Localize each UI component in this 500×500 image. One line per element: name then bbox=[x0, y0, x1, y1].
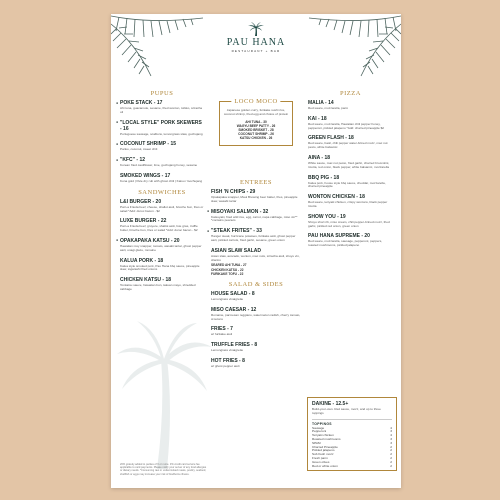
dakine-title: DAKINE - 12.5+ bbox=[312, 401, 349, 407]
menu-item bbox=[116, 119, 204, 137]
item-desc: Red sauce, basil, chili pepper water-brined mozz, mac nut pesto, white balsamic bbox=[308, 141, 388, 150]
item-desc: Red sauce, mozzarella, Hawaiian chili pepper honey, pepperoni, pickled jalapeno *Add: charred pineapple $2 bbox=[308, 121, 385, 130]
loco-moco-option: KATSU CHICKEN - 26 bbox=[239, 136, 273, 141]
item-name: CHICKEN KATSU - 18 bbox=[120, 277, 172, 284]
topping-price: 2 bbox=[390, 444, 392, 449]
item-name: AINA - 18 bbox=[308, 154, 331, 161]
menu-item bbox=[308, 194, 393, 209]
salad-extra: SEARED AHI TUNA - 27 bbox=[211, 263, 247, 268]
section-title-entrees: ENTREES bbox=[239, 179, 273, 186]
bullet-icon: ● bbox=[116, 100, 119, 105]
section-title-pizza: PIZZA bbox=[340, 90, 361, 97]
bullet-icon: ● bbox=[116, 238, 119, 243]
bullet-icon: ● bbox=[207, 228, 210, 233]
topping-price: 2 bbox=[390, 448, 392, 453]
item-desc: Kalua style smoked pork, Pau Hana bbq sauce, pineapple slaw, togarashi fried onions bbox=[120, 263, 200, 272]
topping-price: 3 bbox=[390, 429, 392, 434]
restaurant-tagline: RESTAURANT + BAR bbox=[231, 49, 281, 53]
bullet-icon: ● bbox=[116, 141, 119, 146]
item-desc: w/ ghost pepper aioli bbox=[211, 363, 240, 368]
palm-tree-icon bbox=[248, 22, 264, 36]
item-desc: Pat La Frieda beef, cheese, shallot aioli, brioche bun, fries or salad *Add: duroc bacon - $2 bbox=[120, 204, 204, 213]
item-desc: Hanger steak, hurricane potatoes, furikake aioli, ghost pepper aioli, pickled carrots, fried garlic, sesame, green onion bbox=[211, 234, 296, 242]
menu-item bbox=[308, 214, 393, 229]
menu-item bbox=[207, 228, 301, 243]
topping-name: Red or white onion bbox=[312, 463, 338, 468]
menu-item bbox=[207, 208, 301, 224]
item-desc: Portuguese sausage, scallions, lemongrass slaw, gochujang bbox=[120, 131, 203, 136]
dakine-desc: Build-your-own. Red sauce, mozz, and up to three toppings bbox=[312, 407, 381, 415]
item-name: ASIAN SLAW SALAD bbox=[211, 247, 261, 254]
item-desc: Hawaiian rosy snapper, tomato, wasabi tartar, ghost pepper aioli, unagi glaze, romaine bbox=[120, 243, 202, 252]
item-name: "STEAK FRITES" - 33 bbox=[211, 228, 262, 235]
item-desc: Romaine, parmesan reggiano, watermelon radish, cherry tomato, croutons bbox=[211, 312, 301, 321]
loco-moco-box bbox=[219, 98, 293, 146]
item-name: LUXE BURGER - 22 bbox=[120, 218, 167, 225]
item-name: OPAKAPAKA KATSU - 20 bbox=[120, 237, 180, 244]
item-name: "LOCAL STYLE" PORK SKEWERS - 16 bbox=[120, 119, 202, 132]
item-desc: Opakapaka snapper, Maui Brewing beer batter, fries, pineapple slaw, wasabi tartar bbox=[211, 195, 298, 203]
item-desc: Pat La Frieda beef, gruyere, shallot aioli, foie gras, truffle butter, brioche bun, fries or salad *Add: duroc bacon - $2 bbox=[120, 224, 198, 233]
middle-column bbox=[207, 176, 301, 374]
menu-item bbox=[308, 175, 393, 190]
loco-moco-option: AHI TUNA - 30 bbox=[245, 119, 267, 124]
item-desc: Kalua pork, house style bbq sauce, cheddar, mozzarella, charred pineapple bbox=[308, 180, 386, 189]
item-name: MISOYAKI SALMON - 32 bbox=[211, 208, 269, 215]
loco-moco-option: SMOKED BRISKET - 28 bbox=[238, 128, 274, 132]
topping-name: Pepperoni bbox=[312, 429, 327, 434]
menu-item bbox=[308, 233, 393, 248]
dakine-box bbox=[307, 397, 397, 471]
menu-page bbox=[111, 14, 401, 488]
topping-price: 4 bbox=[390, 433, 392, 438]
topping-name: Charred Pineapple bbox=[312, 444, 338, 449]
loco-moco-desc: Japanese golden curry, furikake sushi rice, coconut shrimp, fried egg and choice of protein bbox=[223, 108, 289, 116]
menu-item bbox=[211, 189, 301, 204]
item-name: PAU HANA SUPREME - 20 bbox=[308, 233, 370, 240]
menu-item bbox=[116, 100, 204, 115]
section-title-loco-moco: LOCO MOCO bbox=[231, 98, 280, 105]
menu-item bbox=[308, 155, 393, 170]
item-name: FRIES - 7 bbox=[211, 326, 233, 333]
menu-item bbox=[120, 199, 204, 214]
topping-price: 4 bbox=[390, 425, 392, 430]
item-name: KAI - 18 bbox=[308, 115, 327, 122]
item-name: TRUFFLE FRIES - 8 bbox=[211, 342, 258, 349]
item-name: COCONUT SHRIMP - 15 bbox=[120, 141, 177, 148]
menu-item bbox=[211, 326, 301, 337]
section-title-pupus: PUPUS bbox=[150, 90, 174, 97]
salad-extra: FURIKAKE TOFU - 22 bbox=[211, 271, 244, 276]
item-name: MISO CAESAR - 12 bbox=[211, 306, 257, 313]
menu-item bbox=[211, 342, 301, 353]
topping-name: Teriyaki chicken bbox=[312, 433, 334, 438]
item-desc: Kona gold | Pele dry rub with ghost chili | Katsu / Gochujang bbox=[120, 178, 203, 183]
topping-name: Sausage bbox=[312, 425, 325, 430]
restaurant-logo bbox=[111, 22, 401, 53]
bullet-icon: ● bbox=[116, 120, 119, 125]
topping-name: Fresh parm bbox=[312, 455, 328, 460]
item-name: WONTON CHICKEN - 18 bbox=[308, 194, 365, 201]
menu-item bbox=[120, 277, 204, 292]
item-desc: White sauce, mac nut pesto, fried garlic, charred broccolini, ricotta, red onion, black pepper, white balsamic, mozzarella bbox=[308, 160, 390, 169]
bullet-icon: ● bbox=[207, 209, 210, 214]
section-title-salad-sides: SALAD & SIDES bbox=[228, 280, 284, 288]
menu-item bbox=[120, 173, 204, 184]
item-desc: Katsuyaki, fried wild rice, egg, carrot, napa cabbage, miso vin** *contains peanuts bbox=[211, 214, 298, 223]
item-desc: Asian slaw, avocado, wonton, mac nuts, sriracha aioli, shoyu vin, cilantro bbox=[211, 253, 300, 262]
menu-item bbox=[211, 358, 301, 369]
salad-extra: CHICKEN KATSU - 22 bbox=[211, 267, 244, 272]
topping-name: Green olives bbox=[312, 459, 330, 464]
menu-item bbox=[116, 237, 204, 253]
item-name: BBQ PIG - 18 bbox=[308, 174, 340, 181]
item-desc: Lemongrass vinaigrette bbox=[211, 348, 244, 353]
divider bbox=[312, 419, 392, 420]
item-desc: Panko, coconut, sweet chili bbox=[120, 147, 158, 152]
loco-moco-option: WAGYU BEEF PATTY - 26 bbox=[236, 123, 276, 128]
item-desc: Shoyu short rib, miso cream, chili pepper-brined mozz, fried garlic, pickled red onion, green onion bbox=[308, 219, 390, 228]
item-name: L&I BURGER - 20 bbox=[120, 198, 162, 205]
menu-item bbox=[120, 218, 204, 233]
item-desc: Ahi tuna, guacamole, sesame, fried wonton, tobiko, sriracha oil bbox=[120, 106, 203, 114]
menu-item bbox=[211, 248, 301, 276]
menu-item bbox=[308, 100, 393, 111]
item-desc: Red sauce, teriyaki chicken, crispy wontons, black pepper ricotta bbox=[308, 200, 388, 208]
item-desc: Tonkatsu sauce, hawaiian bun, takuan mayo, shredded cabbage bbox=[120, 283, 196, 291]
item-desc: Korean fried cauliflower, lime, gochujang honey, sesame bbox=[120, 163, 198, 168]
item-name: POKE STACK - 17 bbox=[120, 100, 163, 106]
menu-item bbox=[211, 291, 301, 302]
left-column bbox=[116, 87, 204, 297]
topping-row bbox=[312, 465, 392, 469]
topping-price: 3 bbox=[390, 440, 392, 445]
menu-item bbox=[308, 116, 393, 131]
palm-tree-watermark-icon bbox=[117, 319, 212, 469]
topping-price: 2 bbox=[390, 459, 392, 464]
menu-item bbox=[211, 307, 301, 322]
menu-item bbox=[116, 157, 204, 168]
menu-item bbox=[116, 141, 204, 152]
item-desc: Red sauce, mozzarella, sausage, pepperoni, peppers, roasted mushrooms, pickled jalapeno bbox=[308, 239, 383, 248]
menu-item bbox=[120, 258, 204, 273]
right-column bbox=[308, 87, 393, 253]
item-name: MALIA - 14 bbox=[308, 100, 334, 106]
item-name: FISH 'N CHIPS - 29 bbox=[211, 189, 256, 195]
item-name: GREEN FLASH - 18 bbox=[308, 135, 354, 142]
bullet-icon: ● bbox=[116, 157, 119, 162]
topping-price: 3 bbox=[390, 436, 392, 441]
topping-name: Pickled jalapeno bbox=[312, 448, 335, 453]
topping-price: 2 bbox=[390, 463, 392, 468]
item-desc: Lemongrass vinaigrette bbox=[211, 296, 244, 301]
topping-name: Sub fresh mozz bbox=[312, 452, 334, 457]
topping-name: SPAM bbox=[312, 440, 321, 445]
item-name: "KFC" - 12 bbox=[120, 157, 146, 164]
item-desc: Red sauce, mozzarella, parm bbox=[308, 106, 349, 110]
item-name: HOT FRIES - 8 bbox=[211, 357, 245, 364]
topping-price: 2 bbox=[390, 452, 392, 457]
restaurant-name: PAU HANA bbox=[226, 37, 286, 48]
toppings-heading: TOPPINGS bbox=[312, 421, 332, 426]
menu-footnote: 20% gratuity added to parties of 6 or more. 3% credit card service fee applicable to card payments. Please notify your server of any food allergies or dietary needs. *Consuming raw or undercooked meats, poultry, seafood, shellfish or eggs may increase your risk of foodborne illness. bbox=[120, 463, 207, 476]
item-desc: w/ furikake aioli bbox=[211, 332, 233, 337]
topping-price: 2 bbox=[390, 455, 392, 460]
item-name: KALUA PORK - 18 bbox=[120, 257, 164, 264]
menu-item bbox=[308, 135, 393, 150]
item-name: SMOKED WINGS - 17 bbox=[120, 172, 171, 179]
item-name: HOUSE SALAD - 8 bbox=[211, 290, 255, 297]
topping-name: Roasted mushrooms bbox=[312, 436, 341, 441]
item-name: SHOW YOU - 19 bbox=[308, 213, 346, 220]
loco-moco-option: COCONUT SHRIMP - 26 bbox=[238, 132, 274, 137]
section-title-sandwiches: SANDWICHES bbox=[138, 188, 186, 196]
